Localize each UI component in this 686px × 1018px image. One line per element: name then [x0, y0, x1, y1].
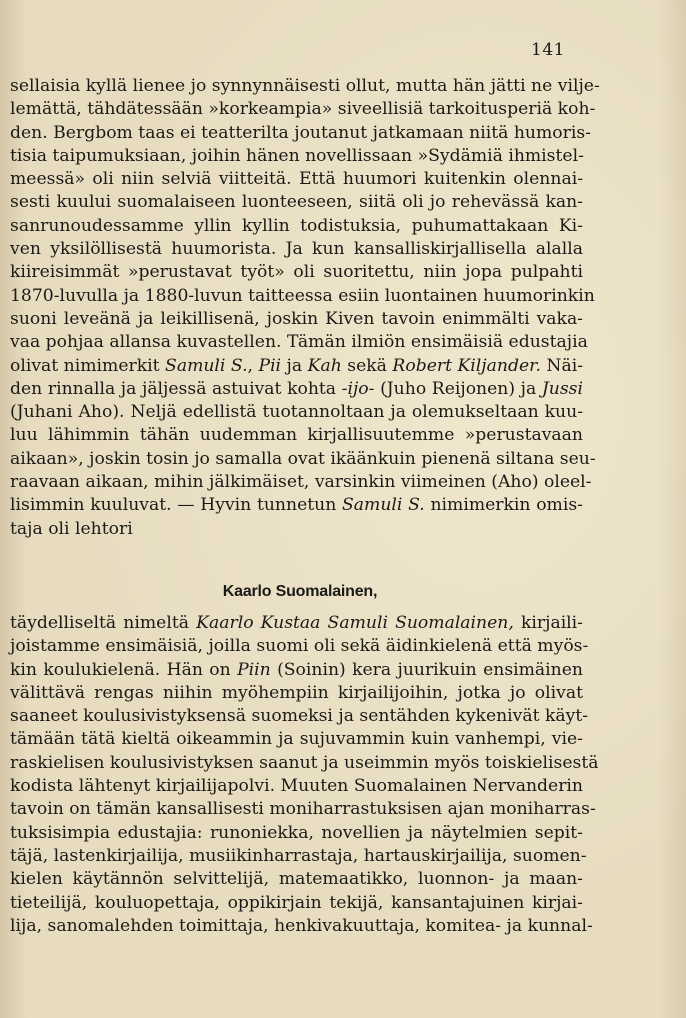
text-line: lija, sanomalehden toimittaja, henkivakuuttaja, komitea- ja kunnal- [10, 915, 593, 936]
text-line: aikaan», joskin tosin jo samalla ovat ikäänkuin pienenä siltana seu- [10, 448, 596, 469]
page-number: 141 [531, 40, 565, 60]
pseudonym: Robert Kiljander. [392, 355, 541, 376]
text-line: sesti kuului suomalaiseen luonteeseen, siitä oli jo rehevässä kan- [10, 192, 583, 213]
text-line: saaneet koulusivistyksensä suomeksi ja sentähden kykenivät käyt- [10, 706, 589, 727]
text-line: kielen käytännön selvittelijä, matemaatikko, luonnon- ja maan- [10, 869, 583, 890]
text-line-with-pseudonyms [10, 378, 583, 401]
text-fragment: kin koulukielenä. Hän on [10, 659, 231, 680]
text-line: välittävä rengas niihin myöhempiin kirjailijoihin, jotka jo olivat [10, 682, 583, 703]
text-fragment: ja [286, 355, 303, 376]
full-name: Kaarlo Kustaa Samuli Suomalainen, [196, 613, 514, 633]
text-line-with-name [10, 659, 583, 682]
pseudonym: Samuli S. [165, 355, 248, 376]
text-line: täjä, lastenkirjailija, musiikinharrastaja, hartauskirjailija, suomen- [10, 845, 587, 866]
text-line: sanrunoudessamme yllin kyllin todistuksia, puhumattakaan Ki- [10, 215, 583, 236]
text-line: tavoin on tämän kansallisesti moniharrastuksisen ajan moniharras- [10, 799, 596, 820]
text-line: tieteilijä, kouluopettaja, oppikirjain tekijä, kansantajuinen kirjai- [10, 892, 583, 913]
text-fragment: (Juho Reijonen) ja [380, 378, 537, 399]
text-line: lemättä, tähdätessään »korkeampia» siveellisiä tarkoitusperiä koh- [10, 99, 596, 120]
text-line: suoni leveänä ja leikillisenä, joskin Kiven tavoin enimmälti vaka- [10, 308, 583, 329]
text-line: raskielisen koulusivistyksen saanut ja useimmin myös toiskielisestä [10, 752, 599, 773]
text-line: ven yksilöllisestä huumorista. Ja kun kansalliskirjallisella alalla [10, 239, 583, 260]
text-fragment: nimimerkin omis- [430, 495, 583, 516]
paragraph-1 [10, 75, 600, 541]
text-line: vaa pohjaa allansa kuvastellen. Tämän ilmiön ensimäisiä edustajia [10, 332, 588, 353]
pseudonym: Pii [258, 355, 282, 376]
text-line: tisia taipumuksiaan, joihin hänen novellissaan »Sydämiä ihmistel- [10, 145, 584, 166]
text-fragment: täydelliseltä nimeltä [10, 613, 189, 633]
pseudonym: -ijo- [341, 378, 375, 399]
text-line-with-pseudonyms [10, 494, 583, 517]
pseudonym: Samuli S. [342, 495, 425, 516]
text-line: tuksisimpia edustajia: runoniekka, novellien ja näytelmien sepit- [10, 822, 583, 843]
text-line: tämään tätä kieltä oikeammin ja sujuvammin kuin vanhempi, vie- [10, 729, 583, 750]
text-line-with-pseudonyms: olivat nimimerkit Samuli S., Pii ja Kah sekä Robert Kiljander. Näi- [10, 355, 583, 376]
text-fragment: Näi- [546, 355, 583, 376]
text-line-with-name [10, 612, 583, 635]
pseudonym: Kah [307, 355, 342, 376]
text-line: meessä» oli niin selviä viitteitä. Että huumori kuitenkin olennai- [10, 169, 583, 190]
text-fragment: (Soinin) kera juurikuin ensimäinen [277, 659, 583, 680]
text-line: (Juhani Aho). Neljä edellistä tuotannoltaan ja olemukseltaan kuu- [10, 402, 583, 423]
text-fragment: kirjaili- [520, 613, 583, 633]
paragraph-2 [10, 612, 599, 938]
text-line: den. Bergbom taas ei teatterilta joutanut jatkamaan niitä humoris- [10, 122, 591, 143]
text-line: joistamme ensimäisiä, joilla suomi oli sekä äidinkielenä että myös- [10, 636, 589, 657]
text-line: taja oli lehtori [10, 518, 133, 539]
text-line: kodista lähtenyt kirjailijapolvi. Muuten Suomalainen Nervanderin [10, 776, 584, 797]
pseudonym: Piin [237, 659, 271, 680]
text-fragment: olivat nimimerkit [10, 355, 160, 376]
section-heading: Kaarlo Suomalainen, [222, 583, 378, 600]
text-fragment: lisimmin kuuluvat. — Hyvin tunnetun [10, 495, 337, 516]
text-line: sellaisia kyllä lienee jo synnynnäisesti ollut, mutta hän jätti ne vilje- [10, 76, 600, 96]
text-fragment: den rinnalla ja jäljessä astuivat kohta [10, 378, 337, 399]
text-line: 1870-luvulla ja 1880-luvun taitteessa esiin luontainen huumorinkin [10, 285, 595, 306]
text-line: raavaan aikaan, mihin jälkimäiset, varsinkin viimeinen (Aho) oleel- [10, 472, 592, 493]
text-line: luu lähimmin tähän uudemman kirjallisuutemme »perustavaan [10, 425, 583, 446]
pseudonym: Jussi [541, 378, 583, 399]
text-fragment: sekä [347, 355, 387, 376]
text-line: kiireisimmät »perustavat työt» oli suoritettu, niin jopa pulpahti [10, 262, 583, 283]
